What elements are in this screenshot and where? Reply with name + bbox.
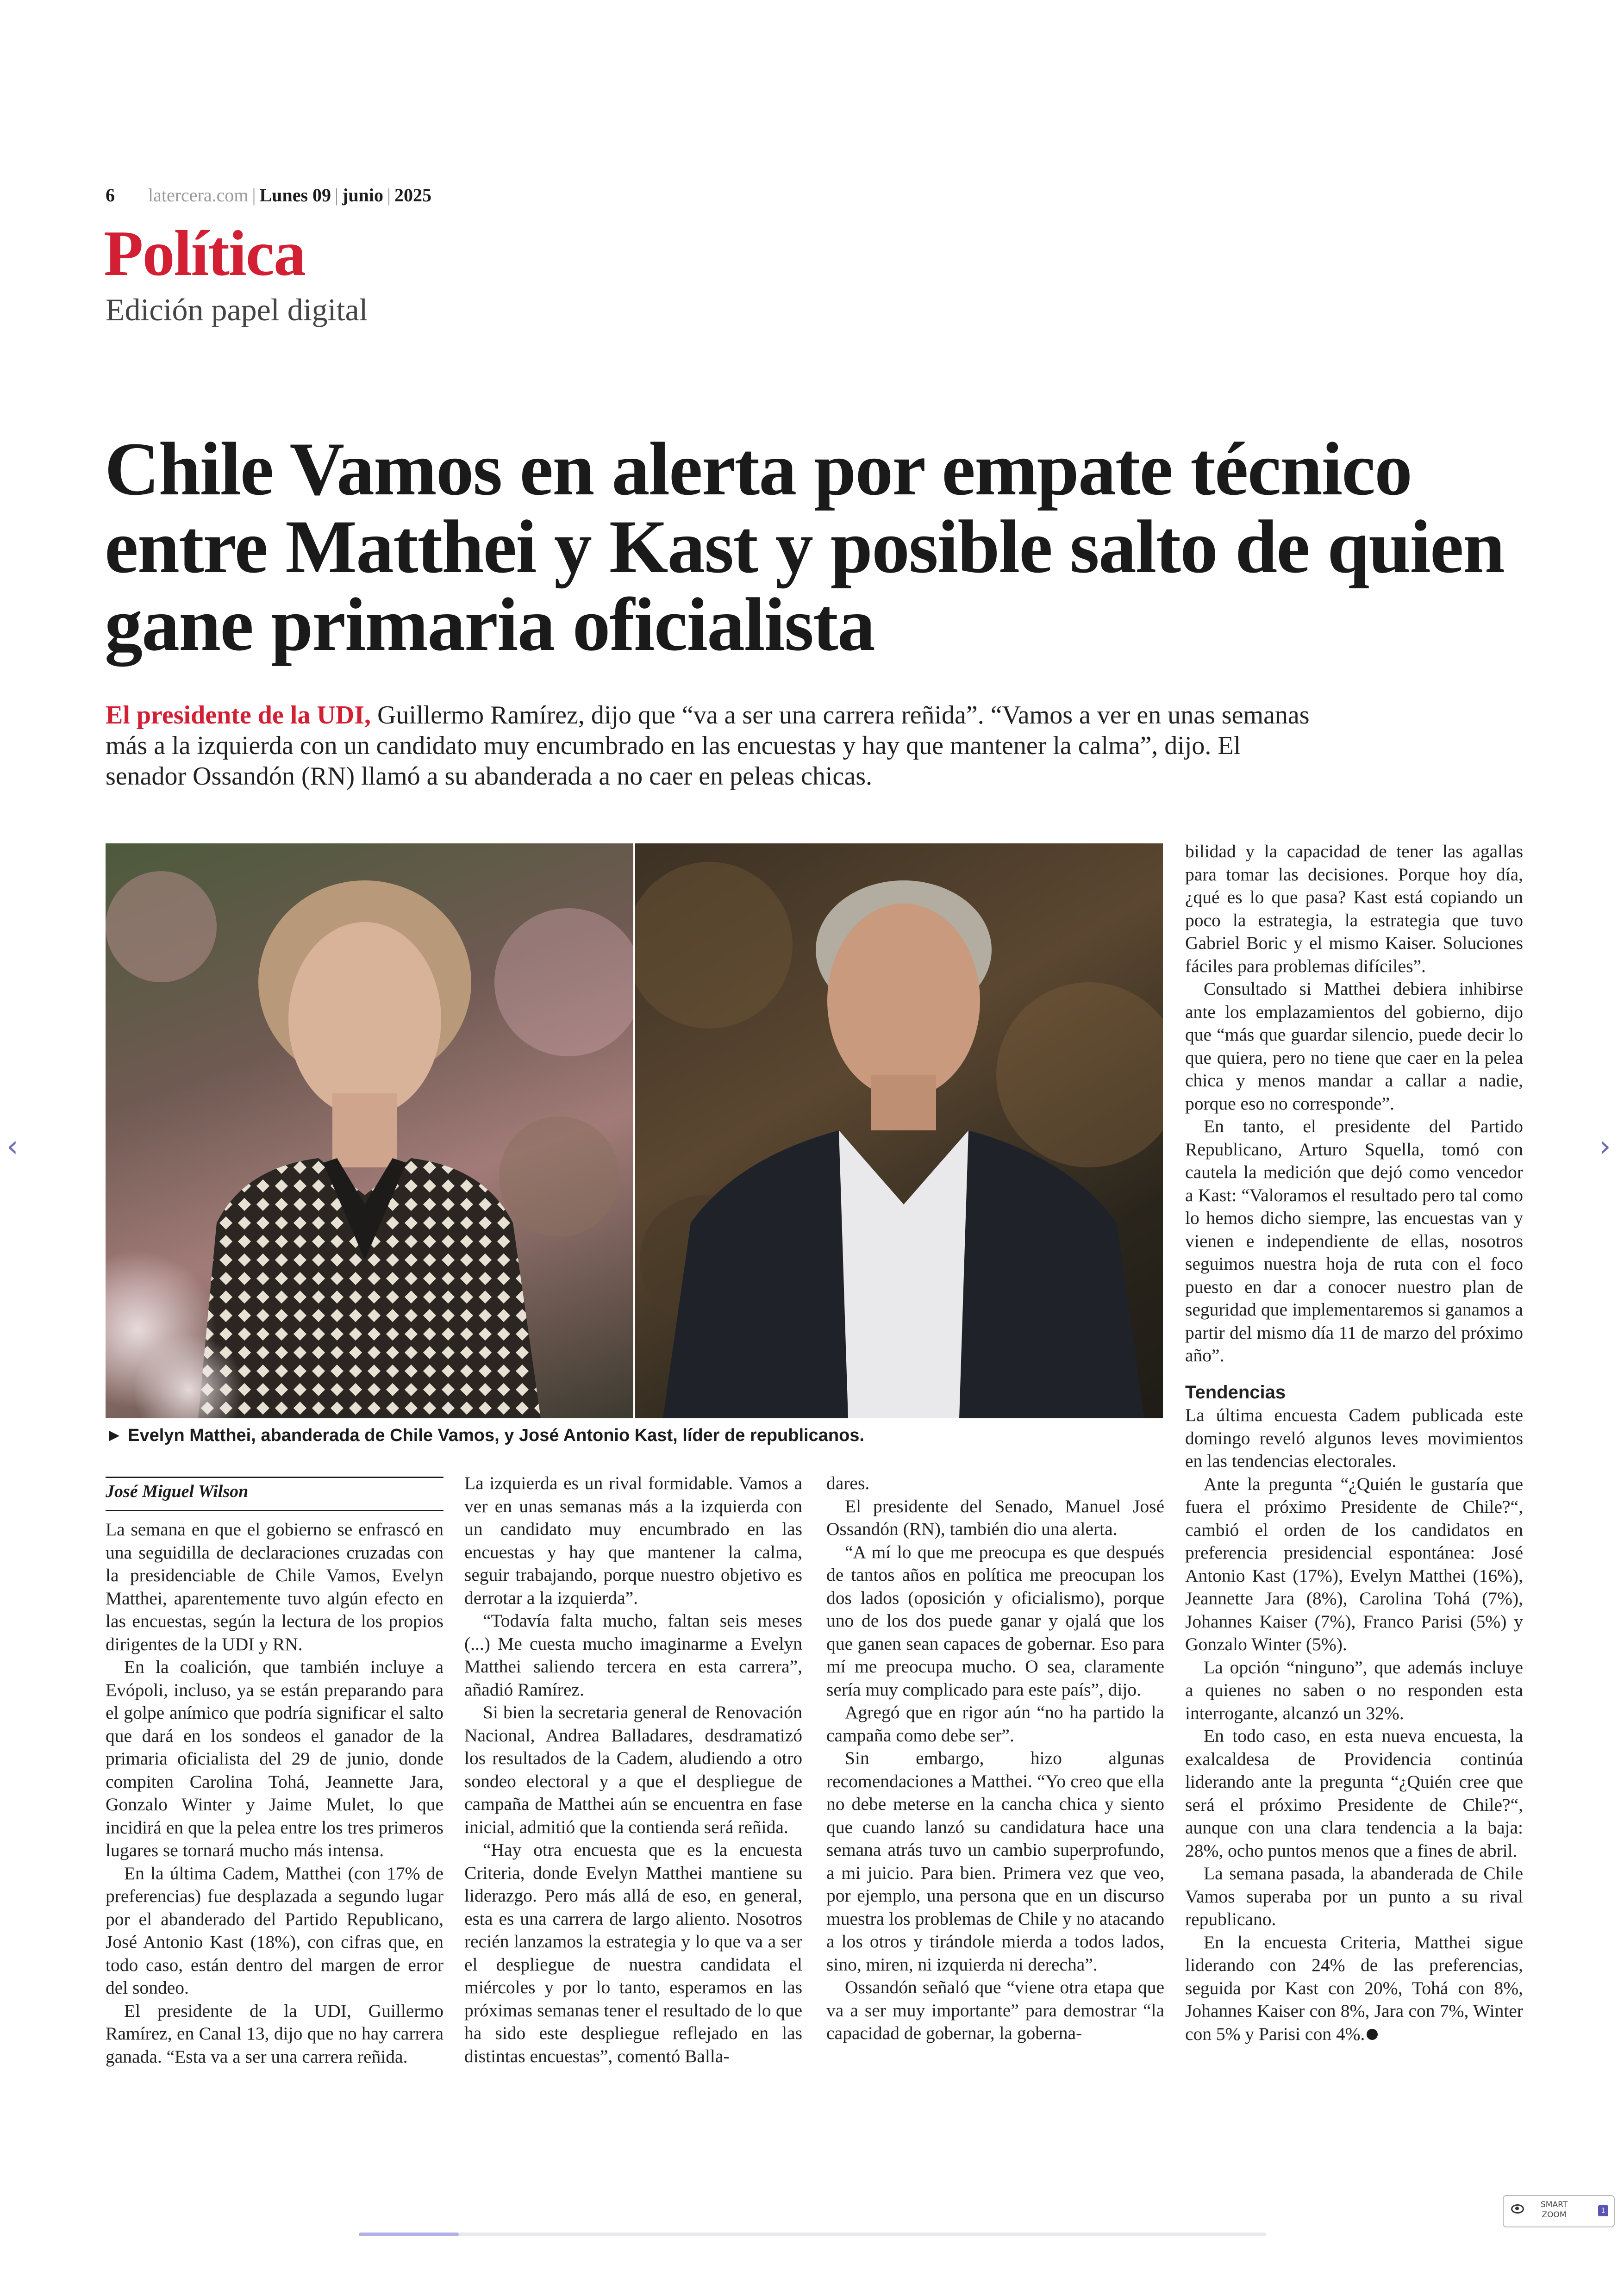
chevron-left-icon[interactable]: ‹ — [6, 1129, 19, 1164]
paragraph: El presidente del Senado, Manuel José Ossandón (RN), también dio una alerta. — [826, 1496, 1164, 1539]
page-number: 6 — [106, 185, 115, 206]
paragraph: La última encuesta Cadem publicada este domingo reveló algunos leves movimientos en las tendencias electorales. — [1185, 1405, 1523, 1471]
section-subtitle: Edición papel digital — [106, 292, 368, 327]
paragraph-text: En la encuesta Criteria, Matthei sigue liderando con 24% de las preferencias, seguida por Kast con 20%, Tohá con 8%, Johannes Kaiser con 8%, Jara con 7%, Winter con 5% y Parisi con 4%. — [1185, 1932, 1523, 2044]
smart-zoom-label-line2: ZOOM — [1542, 2210, 1567, 2220]
smart-zoom-button[interactable] — [1503, 2195, 1615, 2227]
paragraph: En todo caso, en esta nueva encuesta, la exalcaldesa de Providencia continúa liderando ante la pregunta “¿Quién cree que será el próximo Presidente de Chile?“, aunque con una clara tendencia a la baja: 28%, ocho puntos menos que a fines de abril. — [1185, 1726, 1523, 1861]
paragraph: La izquierda es un rival formidable. Vamos a ver en unas semanas más a la izquierda con un candidato muy encumbrado en las encuestas y hay que mantener la calma, seguir trabajando, porque nuestro objetivo es derrotar a la izquierda”. — [464, 1473, 802, 1608]
paragraph: Agregó que en rigor aún “no ha partido la campaña como debe ser”. — [826, 1702, 1164, 1746]
paragraph: La opción “ninguno”, que además incluye a quienes no saben o no responden esta interrogante, alcanzó un 32%. — [1185, 1657, 1523, 1723]
byline: José Miguel Wilson — [106, 1482, 249, 1501]
section-title: Política — [104, 218, 305, 289]
byline-divider-bottom — [106, 1510, 443, 1511]
date-month: junio — [342, 185, 383, 206]
paragraph: Sin embargo, hizo algunas recomendaciones a Matthei. “Yo creo que ella no debe meterse en la cancha chica y siento que cuando lanzó su candidatura hace una semana atrás tuvo un cambio superprofundo, a mi juicio. Para bien. Primera vez que veo, por ejemplo, una persona que en un discurso muestra los problemas de Chile y no atacando a los otros y tirándole mierda a todos lados, sino, miren, ni izquierda ni derecha”. — [826, 1748, 1164, 1975]
paragraph: Si bien la secretaria general de Renovación Nacional, Andrea Balladares, desdramatizó los resultados de la Cadem, aludiendo a otro sondeo electoral y a que el despliegue de campaña de Matthei aún se encuentra en fase inicial, admitió que la contienda será reñida. — [464, 1702, 802, 1837]
page-progress-fill — [359, 2233, 459, 2236]
paragraph: La semana pasada, la abanderada de Chile Vamos superaba por un punto a su rival republicano. — [1185, 1863, 1523, 1929]
photo-evelyn-matthei — [106, 843, 633, 1418]
paragraph — [1185, 1931, 1523, 2046]
paragraph: “Hay otra encuesta que es la encuesta Criteria, donde Evelyn Matthei mantiene su liderazgo. Pero más allá de eso, en general, esta es una carrera de largo aliento. Nosotros recién lanzamos la estrategia y lo que va a ser el despliegue de nuestra candidata el miércoles y por lo tanto, esperamos en las próximas semanas tener el resultado de lo que ha sido este despliegue reflejado en las distintas encuestas”, comentó Balla- — [464, 1840, 802, 2066]
body-column-3 — [826, 1472, 1164, 2045]
body-column-1 — [106, 1518, 443, 2068]
paragraph: La semana en que el gobierno se enfrascó en una seguidilla de declaraciones cruzadas con la presidenciable de Chile Vamos, Evelyn Matthei, aparentemente tuvo algún efecto en las encuestas, según la lectura de los propios dirigentes de la UDI y RN. — [106, 1519, 443, 1654]
paragraph: Ante la pregunta “¿Quién le gustaría que fuera el próximo Presidente de Chile?“, cambió el orden de los candidatos en preferencia presidencial espontánea: José Antonio Kast (17%), Evelyn Matthei (16%), Jeannette Jara (8%), Carolina Tohá (7%), Johannes Kaiser (7%), Franco Parisi (5%) y Gonzalo Winter (5%). — [1185, 1473, 1523, 1654]
paragraph: En tanto, el presidente del Partido Republicano, Arturo Squella, tomó con cautela la medición que dejó como vencedor a Kast: “Valoramos el resultado pero tal como lo hemos dicho siempre, las encuestas van y vienen e independiente de ellas, nosotros seguimos nuestra hoja de ruta con el foco puesto en dar a conocer nuestro plan de seguridad que implementaremos si ganamos a partir del mismo día 11 de marzo del próximo año”. — [1185, 1116, 1523, 1366]
body-column-2 — [464, 1472, 802, 2068]
byline-divider-top — [106, 1477, 443, 1478]
paragraph: Consultado si Matthei debiera inhibirse ante los emplazamientos del gobierno, dijo que “más que guardar silencio, puede decir lo que quiera, pero no tiene que caer en la pelea chica y menos mandar a callar a nadie, porque eso no corresponde”. — [1185, 979, 1523, 1114]
article-deck — [106, 700, 1328, 792]
paragraph: dares. — [826, 1473, 870, 1493]
site-name: latercera.com — [148, 185, 249, 206]
deck-lead: El presidente de la UDI, — [106, 701, 371, 730]
smart-zoom-label — [1541, 2200, 1568, 2220]
chevron-right-icon[interactable]: › — [1599, 1129, 1611, 1164]
eye-icon — [1511, 2204, 1524, 2214]
date-year: 2025 — [394, 185, 431, 206]
paragraph: En la coalición, que también incluye a Evópoli, incluso, ya se están preparando para el golpe anímico que podría significar el salto que dará en los sondeos el ganador de la primaria oficialista del 29 de junio, donde compiten Carolina Tohá, Jeannette Jara, Gonzalo Winter y Jaime Mulet, lo que incidirá en que la pelea entre los tres primeros lugares se tornará mucho más intensa. — [106, 1657, 443, 1860]
smart-zoom-label-line1: SMART — [1541, 2200, 1568, 2209]
body-column-4 — [1185, 840, 1523, 2046]
paragraph: “Todavía falta mucho, faltan seis meses (...) Me cuesta mucho imaginarme a Evelyn Matthei saliendo tercera en esta carrera”, añadió Ramírez. — [464, 1610, 802, 1700]
paragraph: bilidad y la capacidad de tener las agallas para tomar las decisiones. Porque hoy día, ¿qué es lo que pasa? Kast está copiando un poco la estrategia, la estrategia que tuvo Gabriel Boric y el mismo Kaiser. Soluciones fáciles para problemas difíciles”. — [1185, 841, 1523, 976]
subheading-tendencias: Tendencias — [1185, 1382, 1286, 1403]
page-progress-bar[interactable] — [359, 2233, 1266, 2236]
paragraph: “A mí lo que me preocupa es que después de tantos años en política me preocupan los dos lados (oposición y oficialismo), porque uno de los dos puede ganar y ojalá que los que ganen sean capaces de gobernar. Eso para mí me preocupa mucho. O sea, claramente sería muy complicado para este país”, dijo. — [826, 1541, 1164, 1700]
article-headline: Chile Vamos en alerta por empate técnico entre Matthei y Kast y posible salto de quien gane primaria oficialista — [105, 427, 1504, 667]
dateline: latercera.com | Lunes 09 | junio | 2025 — [148, 185, 431, 206]
date-day: Lunes 09 — [259, 185, 331, 206]
photo-jose-antonio-kast — [635, 843, 1163, 1418]
deck-text: Guillermo Ramírez, dijo que “va a ser una carrera reñida”. “Vamos a ver en unas semanas más a la izquierda con un candidato muy encumbrado en las encuestas y hay que mantener la calma”, dijo. El senador Ossandón (RN) llamó a su abanderada a no caer en peleas chicas. — [106, 701, 1310, 791]
smart-zoom-badge: 1 — [1598, 2205, 1608, 2216]
paragraph: Ossandón señaló que “viene otra etapa que va a ser muy importante” para demostrar “la capacidad de gobernar, la goberna- — [826, 1977, 1164, 2043]
photo-caption: ► Evelyn Matthei, abanderada de Chile Vamos, y José Antonio Kast, líder de republicanos. — [106, 1426, 864, 1445]
end-mark-icon — [1367, 2029, 1378, 2040]
paragraph: En la última Cadem, Matthei (con 17% de preferencias) fue desplazada a segundo lugar por el abanderado del Partido Republicano, José Antonio Kast (18%), con cifras que, en todo caso, están dentro del margen de error del sondeo. — [106, 1863, 443, 1998]
paragraph: El presidente de la UDI, Guillermo Ramírez, en Canal 13, dijo que no hay carrera ganada. “Esta va a ser una carrera reñida. — [106, 2000, 443, 2067]
